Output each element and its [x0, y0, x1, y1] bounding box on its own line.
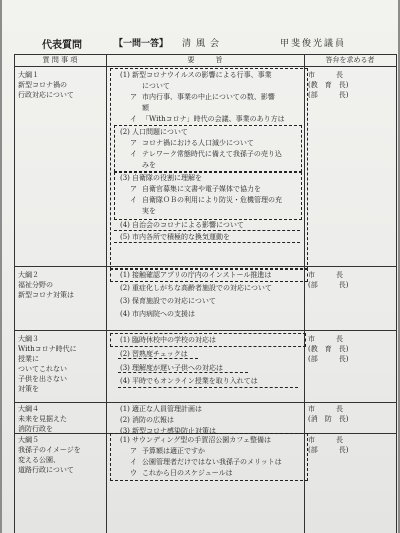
question-format: 【一問一答】 [114, 39, 169, 49]
dashed-selection-box [110, 333, 306, 347]
item-marker: (5) [120, 233, 130, 241]
item-text: 適正な人員管理計画は [132, 405, 202, 413]
item-text: 臨時休校中の学校の対応は [132, 336, 216, 344]
column-heading-respondents: 答弁を求める者 [325, 56, 375, 64]
item-marker: ウ [130, 469, 137, 477]
item-marker: ア [130, 93, 137, 101]
gist-item [120, 296, 310, 307]
respondent: (部 長) [308, 446, 349, 454]
item-text: 予算額は適正ですか [142, 447, 205, 455]
dashed-underline [118, 387, 298, 388]
item-text: について [142, 82, 170, 90]
member-name: 甲斐俊光議員 [280, 39, 347, 49]
item-text: 自衛隊の役割に理解を [132, 174, 202, 182]
item-marker: (2) [120, 284, 130, 292]
section-divider [14, 330, 397, 331]
item-marker: (1) [120, 436, 130, 444]
item-marker: イ [130, 196, 137, 204]
respondent: 市 長 [308, 335, 343, 343]
section-respondents [308, 70, 394, 100]
document-header [2, 36, 398, 52]
topic-line: 授業に [18, 355, 39, 363]
item-marker: (1) [120, 271, 130, 279]
topic-line: 道路行政について [18, 466, 74, 474]
item-marker: (3) [120, 174, 130, 182]
item-text: 人口問題について [132, 128, 188, 136]
respondent: 市 長 [308, 271, 343, 279]
item-marker: (3) [120, 427, 130, 435]
question-table [14, 54, 397, 533]
item-text: 額 [142, 104, 149, 112]
section-respondents [308, 404, 394, 424]
party-name: 清風会 [182, 39, 225, 49]
item-text: 市内病院への支援は [132, 310, 195, 318]
dashed-selection-box [110, 268, 308, 282]
item-text: 新型コロナウイルスの影響による行事、事業 [132, 71, 272, 79]
item-marker: (1) [120, 405, 130, 413]
item-text: みを [142, 161, 156, 169]
respondent: 市 長 [308, 405, 343, 413]
item-marker: ア [130, 447, 137, 455]
item-marker: (2) [120, 128, 130, 136]
item-text: 重症化しがちな高齢者施設での対応について [132, 284, 272, 292]
gist-item [120, 404, 310, 415]
item-text: 自衛官募集に文書や電子媒体で協力を [142, 185, 261, 193]
topic-line: 大綱３ [18, 335, 39, 343]
header-row-divider [14, 66, 397, 67]
dashed-underline [118, 372, 248, 373]
respondent: (部 長) [308, 91, 349, 99]
item-marker: ア [130, 139, 137, 147]
section-topic [18, 435, 106, 475]
document-title: 代表質問 [42, 40, 82, 51]
item-text: テレワーク常態時代に備えて我孫子の売り込 [142, 150, 282, 158]
item-text: 習熟度チェックは [132, 350, 188, 358]
item-text: サウンディング型の手賀沼公園カフェ整備は [132, 436, 271, 444]
gist-item [120, 415, 310, 426]
topic-line: 対策を [18, 385, 39, 393]
topic-line: 変える公園、 [18, 456, 60, 464]
dashed-underline [114, 230, 300, 231]
respondent: 市 長 [308, 436, 343, 444]
topic-line: 大綱４ [18, 405, 39, 413]
item-text: 新型コロナ感染防止対策は [132, 427, 216, 435]
section-topic [18, 70, 106, 100]
topic-line: 大綱５ [18, 436, 39, 444]
item-marker: イ [130, 458, 137, 466]
gist-item [120, 309, 310, 320]
item-marker: (1) [120, 71, 130, 79]
topic-line: 我孫子のイメージを [18, 446, 81, 454]
topic-line: 福祉分野の [18, 281, 53, 289]
item-text: 市内行事、事業の中止についての数、影響 [142, 93, 275, 101]
gist-item [120, 283, 310, 294]
item-marker: (2) [120, 416, 130, 424]
column-heading-topic: 質 問 事 項 [42, 56, 78, 64]
item-text: 保育施設での対応について [132, 297, 216, 305]
section-respondents [308, 435, 394, 455]
section-topic [18, 270, 106, 300]
item-marker: (1) [120, 336, 130, 344]
respondent: (教 育 長) [308, 81, 349, 89]
table-border-right [396, 54, 397, 533]
topic-line: 行政対応について [18, 91, 74, 99]
item-marker: (2) [120, 350, 130, 358]
item-marker: ア [130, 185, 137, 193]
dashed-selection-box [114, 172, 302, 220]
section-divider [14, 402, 397, 403]
item-text: 平時でもオンライン授業を取り入れては [132, 377, 258, 385]
column-heading-gist: 要 旨 [187, 56, 223, 64]
item-text: 接触確認アプリの庁内のインストール推進は [132, 271, 272, 279]
item-marker: (3) [120, 297, 130, 305]
item-text: 実を [142, 207, 156, 215]
dashed-underline [118, 358, 198, 359]
topic-line: Withコロナ時代に [18, 345, 77, 353]
item-marker: イ [130, 150, 137, 158]
topic-line: 未来を見据えた [18, 415, 67, 423]
section-respondents [308, 270, 394, 290]
table-border-left [14, 54, 15, 533]
item-marker: イ [130, 115, 137, 123]
item-text: これから日のスケジュールは [142, 469, 233, 477]
topic-line: 新型コロナ禍の [18, 81, 67, 89]
topic-line: 子供を出さない [18, 375, 67, 383]
item-text: 理解度が遅い子供への対応は [132, 364, 223, 372]
respondent: 市 長 [308, 71, 343, 79]
column-divider-topic [106, 54, 107, 533]
item-marker: (4) [120, 310, 130, 318]
topic-line: 新型コロナ対策は [18, 291, 74, 299]
item-marker: (4) [120, 221, 130, 229]
gist-item [120, 376, 310, 387]
dashed-selection-box [114, 125, 302, 172]
item-text: 公園管理者だけではない我孫子のメリットは [142, 458, 282, 466]
respondent: (部 長) [308, 281, 349, 289]
dashed-underline [114, 242, 300, 243]
respondent: (部 長) [308, 355, 349, 363]
document-page [2, 0, 398, 533]
item-marker: (4) [120, 377, 130, 385]
item-marker: (3) [120, 364, 130, 372]
respondent: (教 育 長) [308, 345, 349, 353]
topic-line: 大綱２ [18, 271, 39, 279]
item-text: 「Withコロナ」時代の会議、事業のあり方は [142, 115, 285, 123]
item-text: コロナ禍における人口減少について [142, 139, 254, 147]
item-text: 自治会のコロナによる影響について [132, 221, 244, 229]
dashed-selection-box [110, 433, 308, 481]
topic-line: ついてこれない [18, 365, 67, 373]
topic-line: 大綱１ [18, 71, 39, 79]
topic-line: 消防行政を [18, 425, 53, 433]
respondent: (消 防 長) [308, 415, 349, 423]
section-topic [18, 404, 106, 434]
item-text: 市内各所で積極的な換気運動を [132, 233, 230, 241]
section-topic [18, 334, 106, 394]
item-text: 自衛隊ＯＢの利用により防災・危機管理の充 [142, 196, 282, 204]
item-text: 消防の広報は [132, 416, 174, 424]
section-respondents [308, 334, 394, 364]
